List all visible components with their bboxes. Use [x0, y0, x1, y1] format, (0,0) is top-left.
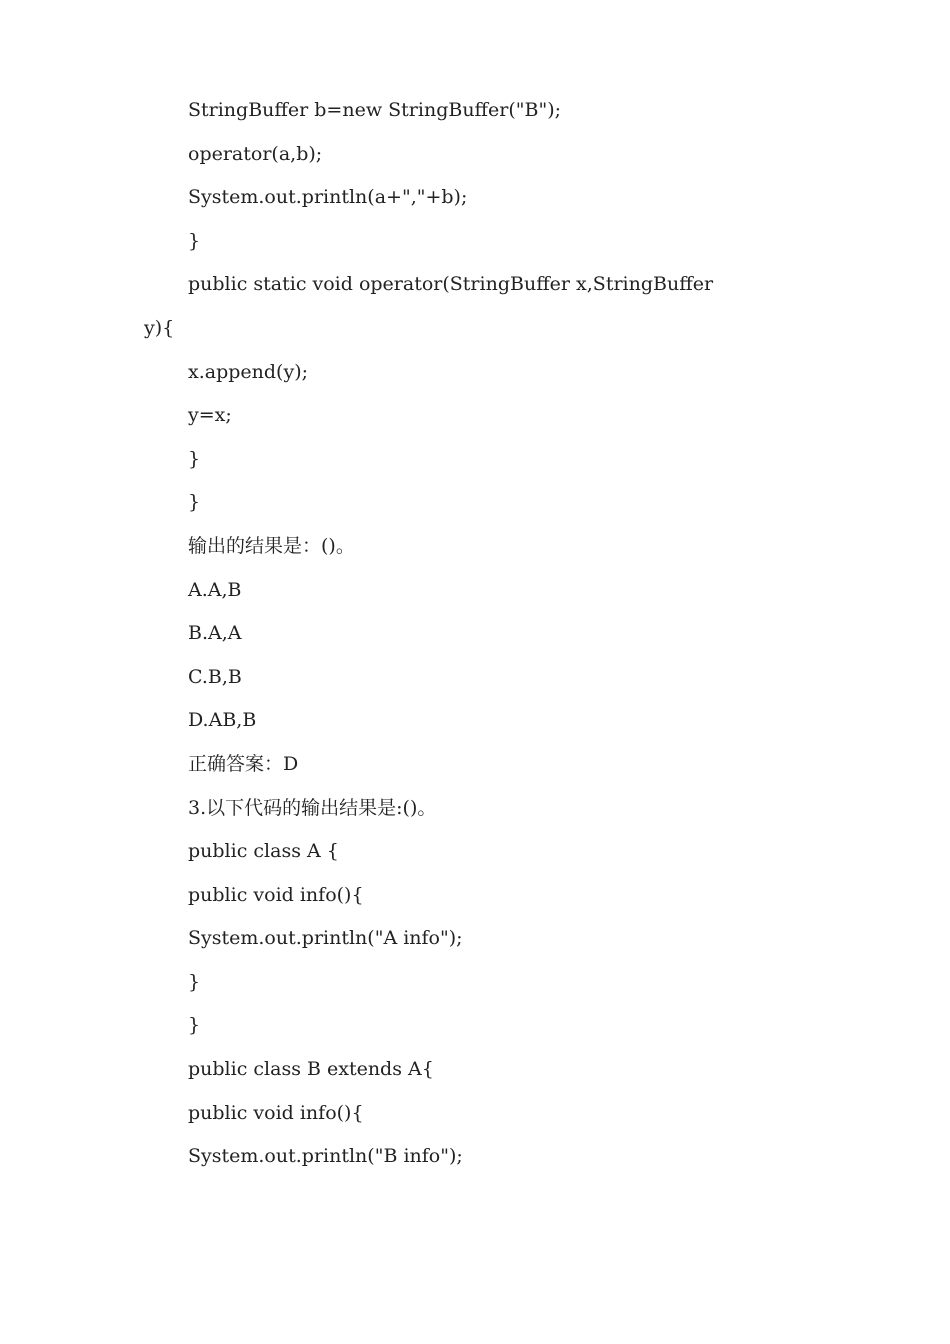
- code-line: }: [188, 1014, 201, 1037]
- code-line: x.append(y);: [188, 360, 309, 383]
- code-line: public void info(){: [188, 883, 364, 906]
- code-line: public static void operator(StringBuffer x,StringBuffer: [188, 273, 714, 296]
- code-line: System.out.println("B info");: [188, 1145, 463, 1168]
- code-line: }: [188, 229, 201, 252]
- code-line: System.out.println(a+","+b);: [188, 186, 468, 209]
- question-prompt: 输出的结果是：()。: [188, 534, 355, 557]
- code-line: }: [188, 970, 201, 993]
- answer-option-a: A.A,B: [188, 578, 242, 601]
- code-line: StringBuffer b=new StringBuffer("B");: [188, 99, 562, 121]
- code-line: public class A {: [188, 840, 339, 863]
- code-line-wrapped: y){: [144, 316, 175, 339]
- answer-option-b: B.A,A: [188, 622, 242, 645]
- document-content: [144, 89, 824, 1179]
- code-line: public void info(){: [188, 1101, 364, 1124]
- correct-answer: 正确答案：D: [188, 752, 299, 775]
- answer-option-c: C.B,B: [188, 665, 242, 688]
- question-title: 3.以下代码的输出结果是:()。: [188, 796, 437, 819]
- answer-option-d: D.AB,B: [188, 709, 257, 732]
- code-line: public class B extends A{: [188, 1058, 434, 1081]
- code-line: operator(a,b);: [188, 142, 323, 165]
- code-line: y=x;: [188, 404, 232, 427]
- code-line: }: [188, 447, 201, 470]
- code-line: System.out.println("A info");: [188, 927, 463, 950]
- code-line: }: [188, 491, 201, 514]
